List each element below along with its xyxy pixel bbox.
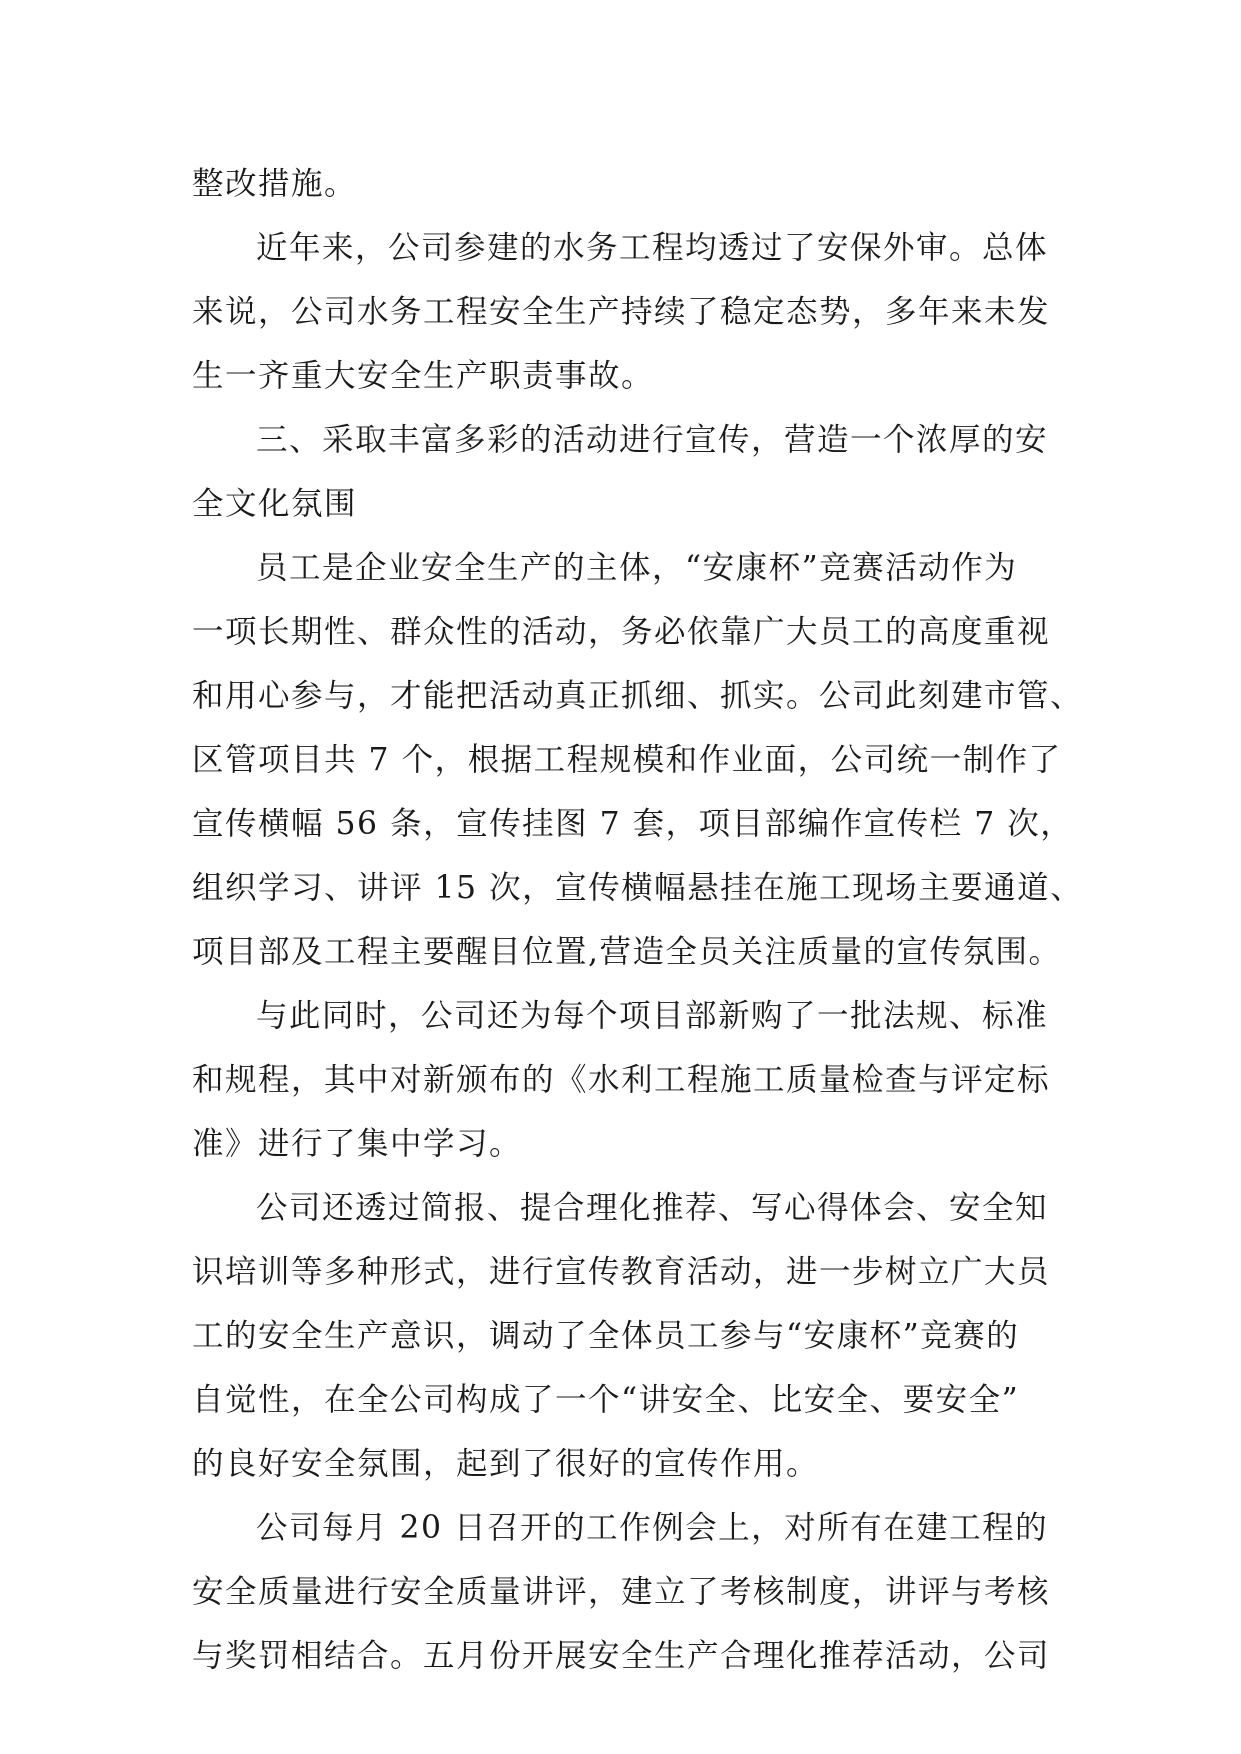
text-line: 组织学习、讲评 15 次，宣传横幅悬挂在施工现场主要通道、	[192, 870, 1084, 906]
text-line: 自觉性，在全公司构成了一个“讲安全、比安全、要安全”	[192, 1382, 1020, 1418]
text-line: 近年来，公司参建的水务工程均透过了安保外审。总体	[256, 230, 1049, 266]
text-line: 一项长期性、群众性的活动，务必依靠广大员工的高度重视	[192, 614, 1051, 650]
text-line: 和规程，其中对新颁布的《水利工程施工质量检查与评定标	[192, 1062, 1051, 1098]
text-line: 安全质量进行安全质量讲评，建立了考核制度，讲评与考核	[192, 1574, 1051, 1610]
text-line: 区管项目共 7 个，根据工程规模和作业面，公司统一制作了	[192, 742, 1062, 778]
text-line: 生一齐重大安全生产职责事故。	[192, 358, 655, 394]
text-line: 整改措施。	[192, 166, 358, 202]
text-line: 工的安全生产意识，调动了全体员工参与“安康杯”竞赛的	[192, 1318, 1020, 1354]
text-line: 与此同时，公司还为每个项目部新购了一批法规、标准	[256, 998, 1049, 1034]
text-line: 和用心参与，才能把活动真正抓细、抓实。公司此刻建市管、	[192, 678, 1084, 714]
document-body	[192, 152, 1084, 1688]
text-line: 的良好安全氛围，起到了很好的宣传作用。	[192, 1446, 820, 1482]
text-line: 准》进行了集中学习。	[192, 1126, 523, 1162]
text-line: 宣传横幅 56 条，宣传挂图 7 套，项目部编作宣传栏 7 次，	[192, 806, 1074, 842]
text-line: 来说，公司水务工程安全生产持续了稳定态势，多年来未发	[192, 294, 1051, 330]
text-line: 公司还透过简报、提合理化推荐、写心得体会、安全知	[256, 1190, 1049, 1226]
text-line: 三、采取丰富多彩的活动进行宣传，营造一个浓厚的安	[256, 422, 1049, 458]
text-line: 项目部及工程主要醒目位置,营造全员关注质量的宣传氛围。	[192, 934, 1062, 970]
text-line: 全文化氛围	[192, 486, 358, 522]
text-line: 识培训等多种形式，进行宣传教育活动，进一步树立广大员	[192, 1254, 1051, 1290]
text-line: 公司每月 20 日召开的工作例会上，对所有在建工程的	[256, 1510, 1049, 1546]
text-line: 与奖罚相结合。五月份开展安全生产合理化推荐活动，公司	[192, 1638, 1051, 1674]
text-line: 员工是企业安全生产的主体，“安康杯”竞赛活动作为	[256, 550, 1018, 586]
